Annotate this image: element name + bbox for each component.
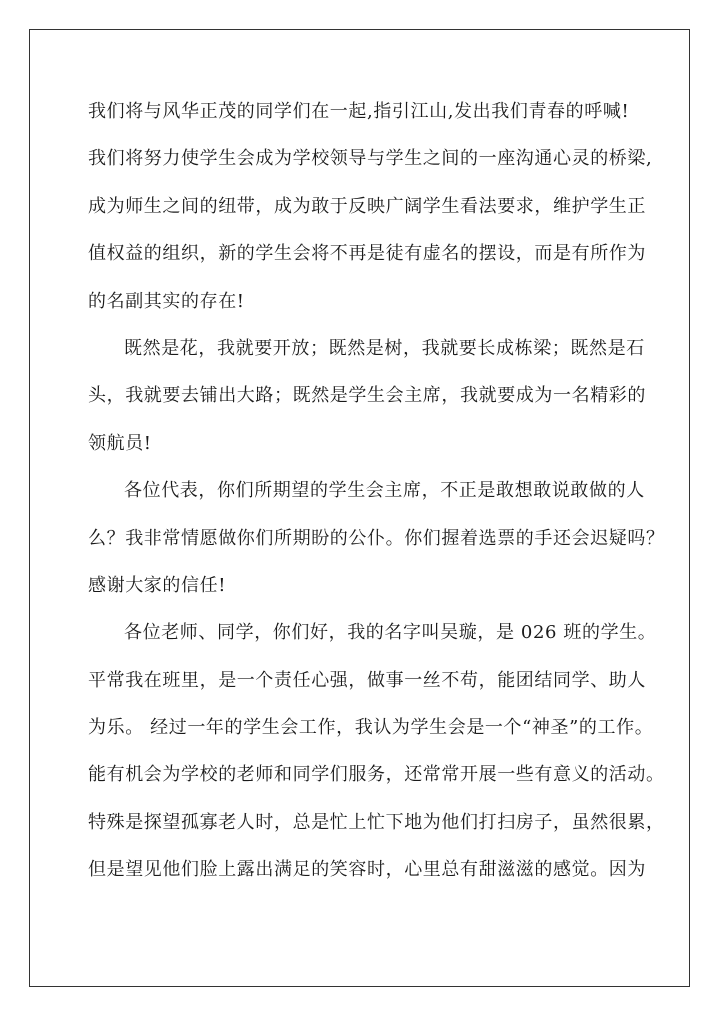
document-body <box>88 92 665 898</box>
text-line: 值权益的组织，新的学生会将不再是徒有虚名的摆设，而是有所作为 <box>88 243 646 265</box>
text-line: 我们将与风华正茂的同学们在一起,指引江山,发出我们青春的呼喊! <box>88 101 630 122</box>
text-line: 么？我非常情愿做你们所期盼的公仆。你们握着选票的手还会迟疑吗？ <box>88 527 665 549</box>
text-line: 领航员! <box>88 432 152 454</box>
text-line: 我们将努力使学生会成为学校领导与学生之间的一座沟通心灵的桥梁, <box>88 148 653 170</box>
paragraph-start-line: 各位代表，你们所期望的学生会主席，不正是敢想敢说敢做的人 <box>124 480 645 502</box>
text-line: 特殊是探望孤寡老人时，总是忙上忙下地为他们打扫房子，虽然很累， <box>88 811 665 833</box>
text-line: 成为师生之间的纽带，成为敢于反映广阔学生看法要求，维护学生正 <box>88 195 646 217</box>
text-line: 平常我在班里，是一个责任心强，做事一丝不苟，能团结同学、助人 <box>88 669 646 691</box>
paragraph-start-line: 既然是花，我就要开放；既然是树，我就要长成栋梁；既然是石 <box>124 337 645 359</box>
text-line: 头，我就要去铺出大路；既然是学生会主席，我就要成为一名精彩的 <box>88 385 646 407</box>
text-line: 的名副其实的存在! <box>88 290 245 312</box>
text-line: 为乐。 经过一年的学生会工作，我认为学生会是一个“神圣”的工作。 <box>88 717 654 739</box>
paragraph-start-line: 各位老师、同学，你们好，我的名字叫吴璇，是 026 班的学生。 <box>124 622 657 644</box>
text-line: 感谢大家的信任! <box>88 574 227 596</box>
text-line: 但是望见他们脸上露出满足的笑容时，心里总有甜滋滋的感觉。因为 <box>88 859 646 881</box>
text-line: 能有机会为学校的老师和同学们服务，还常常开展一些有意义的活动。 <box>88 764 665 786</box>
